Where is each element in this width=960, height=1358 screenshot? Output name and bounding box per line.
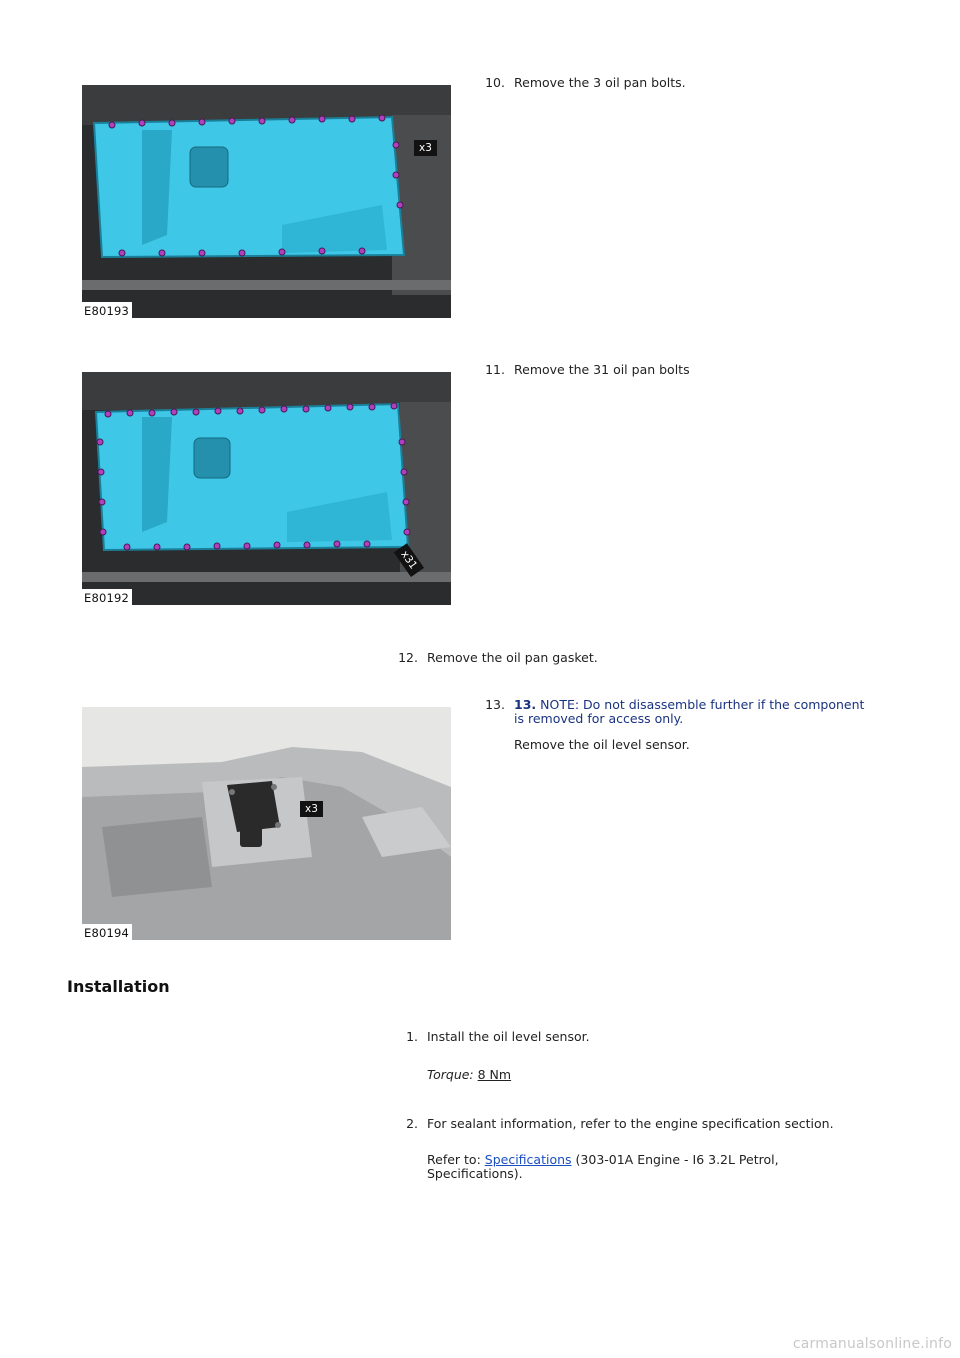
step-number: 12. <box>398 650 418 665</box>
step-text: Install the oil level sensor. <box>427 1029 590 1044</box>
figure-code: E80194 <box>82 924 132 940</box>
count-badge: x3 <box>414 140 437 156</box>
oil-pan-illustration <box>82 372 451 605</box>
step-note <box>514 697 864 712</box>
step-number: 10. <box>485 75 505 90</box>
figure-oil-pan-31-bolts <box>82 372 451 605</box>
oil-pan-illustration <box>82 85 451 318</box>
note-number: 13. <box>514 697 537 712</box>
torque-label: Torque: <box>427 1067 474 1082</box>
specifications-link[interactable]: Specifications <box>484 1152 572 1167</box>
note-text: NOTE: Do not disassemble further if the component <box>540 697 865 712</box>
refer-rest: (303-01A Engine - I6 3.2L Petrol, <box>575 1152 779 1167</box>
refer-line-2: Specifications). <box>427 1166 523 1181</box>
step-text: Remove the 31 oil pan bolts <box>514 362 690 377</box>
step-text: Remove the oil pan gasket. <box>427 650 598 665</box>
step-number: 2. <box>406 1116 418 1131</box>
oil-pan-sensor-photo <box>82 707 451 940</box>
step-number: 1. <box>406 1029 418 1044</box>
count-badge: x3 <box>300 801 323 817</box>
torque-value: 8 Nm <box>477 1067 512 1082</box>
figure-oil-level-sensor <box>82 707 451 940</box>
step-text: Remove the oil level sensor. <box>514 737 690 752</box>
refer-line <box>427 1152 779 1167</box>
step-note-line2: is removed for access only. <box>514 711 684 726</box>
figure-code: E80192 <box>82 589 132 605</box>
step-text: Remove the 3 oil pan bolts. <box>514 75 686 90</box>
torque-spec <box>427 1067 511 1082</box>
figure-code: E80193 <box>82 302 132 318</box>
section-heading-installation: Installation <box>67 977 170 996</box>
figure-oil-pan-3-bolts <box>82 85 451 318</box>
step-number: 11. <box>485 362 505 377</box>
step-number: 13. <box>485 697 505 712</box>
count-badge: x31 <box>394 543 424 576</box>
watermark: carmanualsonline.info <box>792 1336 952 1352</box>
refer-label: Refer to: <box>427 1152 481 1167</box>
step-text: For sealant information, refer to the engine specification section. <box>427 1116 834 1131</box>
